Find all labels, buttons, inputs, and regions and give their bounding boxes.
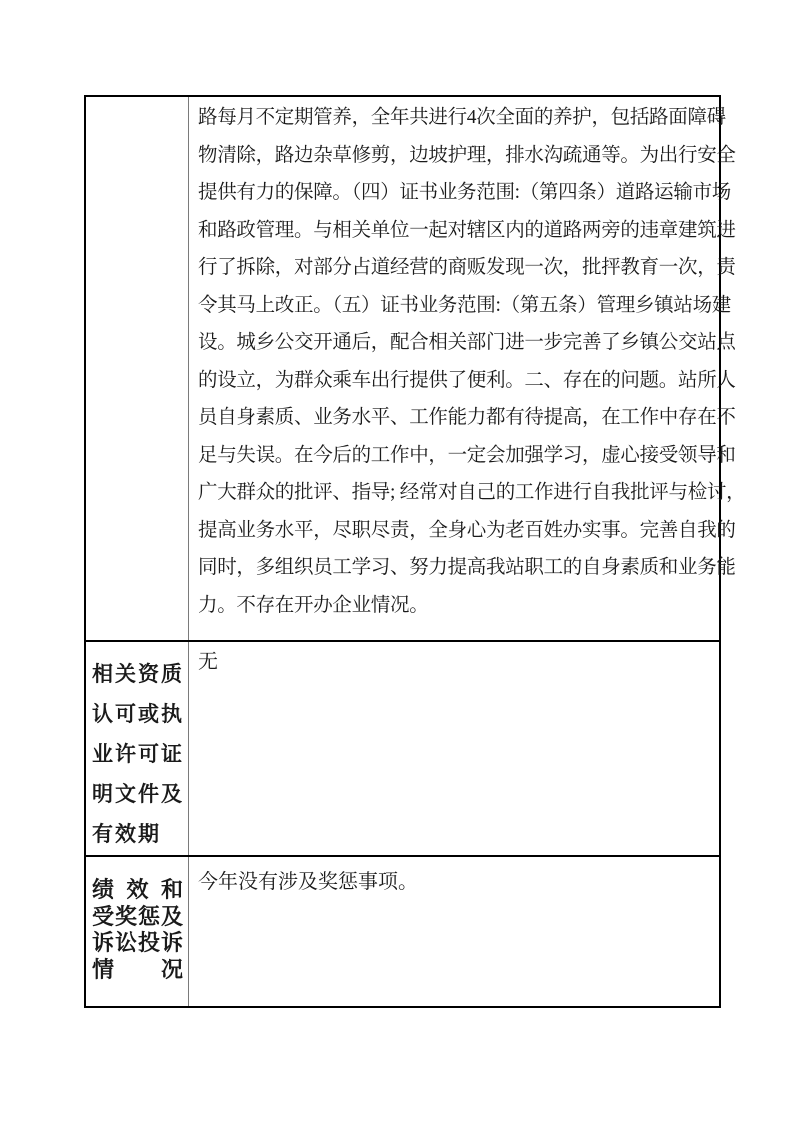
paragraph-line: 同时，多组织员工学习、努力提高我站职工的自身素质和业务能 (198, 557, 736, 578)
paragraph-line: 令其马上改正。（五）证书业务范围:（第五条）管理乡镇站场建 (198, 294, 731, 316)
label-line: 明文件及 (92, 782, 184, 806)
row-content-cell-performance (189, 857, 719, 1006)
label-line: 业许可证 (92, 742, 184, 766)
label-line: 受奖惩及 (92, 903, 185, 929)
row-content-cell-work-summary (189, 97, 753, 640)
row-label-cell-empty (86, 97, 189, 640)
row-label-cell-performance (86, 857, 189, 1006)
label-line: 认可或执 (92, 702, 184, 726)
label-char: 效 (126, 877, 149, 902)
report-table (84, 95, 746, 1008)
label-char: 和 (160, 877, 183, 902)
table-row-work-summary (86, 97, 746, 640)
paragraph-line: 广大群众的批评、指导; 经常对自己的工作进行自我批评与检讨， (198, 482, 746, 503)
paragraph-line: 和路政管理。与相关单位一起对辖区内的道路两旁的违章建筑进 (198, 219, 736, 241)
row-label-cell-qualifications (86, 642, 189, 855)
label-line: 相关资质 (92, 662, 184, 686)
paragraph-line: 物清除，路边杂草修剪，边坡护理，排水沟疏通等。为出行安全 (198, 144, 736, 166)
row-content-cell-qualifications (189, 642, 719, 855)
label-line: 有效期 (92, 822, 161, 846)
paragraph-line: 设。城乡公交开通后，配合相关部门进一步完善了乡镇公交站点 (198, 332, 736, 353)
paragraph-line: 行了拆除，对部分占道经营的商贩发现一次，批抨教育一次，责 (198, 257, 736, 278)
label-line (92, 957, 183, 984)
label-line (92, 877, 183, 904)
label-char: 况 (160, 956, 183, 982)
label-line: 诉讼投诉 (92, 930, 185, 955)
paragraph-line: 员自身素质、业务水平、工作能力都有待提高，在工作中存在不 (198, 407, 736, 428)
paragraph-line: 足与失误。在今后的工作中，一定会加强学习，虚心接受领导和 (198, 444, 736, 466)
cell-value: 无 (198, 651, 218, 673)
paragraph-line: 的设立，为群众乘车出行提供了便利。二、存在的问题。站所人 (198, 369, 736, 391)
paragraph-line: 力。不存在开办企业情况。 (198, 594, 429, 616)
table-row-performance (86, 855, 719, 1006)
label-char: 情 (92, 956, 115, 982)
paragraph-line: 提供有力的保障。（四）证书业务范围:（第四条）道路运输市场 (198, 182, 731, 203)
table-row-qualifications (86, 640, 719, 855)
paragraph-line: 提高业务水平，尽职尽责，全身心为老百姓办实事。完善自我的 (198, 519, 736, 541)
label-char: 绩 (92, 877, 115, 902)
paragraph-line: 路每月不定期管养，全年共进行4次全面的养护，包括路面障碍 (198, 107, 726, 128)
cell-value: 今年没有涉及奖惩事项。 (198, 871, 418, 893)
